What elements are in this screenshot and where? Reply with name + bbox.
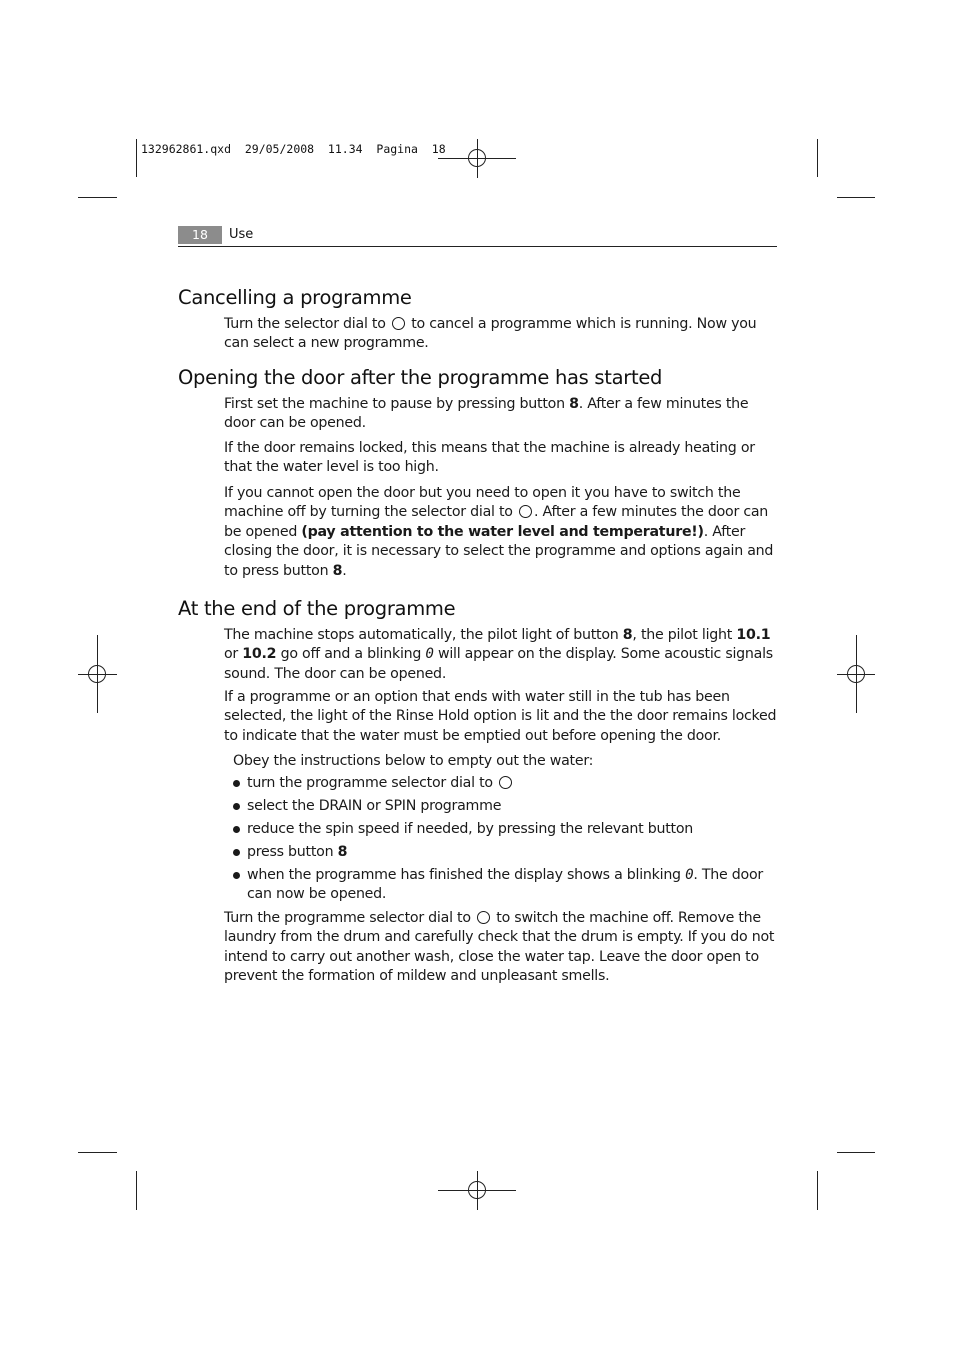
end-paragraph-stops: The machine stops automatically, the pilot light of button 8, the pilot light 10.1 or 10.2 go off and a blinking 0 will appear on the display. Some acoustic signals sound. The door can be opened. <box>224 627 773 682</box>
button-reference: 8 <box>332 562 343 579</box>
bullet-icon <box>233 849 240 856</box>
door-paragraph-pause: First set the machine to pause by pressing button 8. After a few minutes the door can be opened. <box>224 396 749 432</box>
list-item: select the DRAIN or SPIN programme <box>233 797 778 816</box>
selector-off-icon <box>477 911 490 924</box>
list-item: turn the programme selector dial to <box>233 774 778 793</box>
pilot-light-reference: 10.2 <box>242 646 277 663</box>
bullet-icon <box>233 826 240 833</box>
selector-off-icon <box>519 505 532 518</box>
crop-mark-bottom-left-vertical <box>136 1171 137 1210</box>
registration-mark-bottom-circle <box>468 1181 486 1199</box>
registration-mark-top-circle <box>468 149 486 167</box>
end-paragraph-rinse-hold: If a programme or an option that ends with water still in the tub has been selected, the light of the Rinse Hold option is lit and the the door remains locked to indicate that the water must be emptied out before opening the door. <box>224 689 777 744</box>
pilot-light-reference: 10.1 <box>736 627 771 643</box>
door-paragraph-switch-off: If you cannot open the door but you need to open it you have to switch the machine off by turning the selector dial to . After a few minutes the door can be opened (pay attention to the water level and temperature!). After closing the door, it is necessary to select the programme and options again and to press button 8. <box>224 485 774 579</box>
registration-mark-left-circle <box>88 665 106 683</box>
crop-mark-top-left-horizontal <box>78 197 117 198</box>
page-number-badge: 18 <box>178 226 222 244</box>
print-slug: 132962861.qxd 29/05/2008 11.34 Pagina 18 <box>141 142 446 156</box>
registration-mark-right-circle <box>847 665 865 683</box>
crop-mark-bottom-right-vertical <box>817 1171 818 1210</box>
bullet-icon <box>233 803 240 810</box>
list-item: press button 8 <box>233 843 778 862</box>
blinking-zero-display: 0 <box>685 867 694 883</box>
empty-water-steps <box>233 774 778 905</box>
water-level-warning: (pay attention to the water level and temperature!) <box>301 523 704 540</box>
crop-mark-top-right-vertical <box>817 139 818 177</box>
heading-opening-door: Opening the door after the programme has started <box>178 366 663 389</box>
cancel-paragraph: Turn the selector dial to to cancel a programme which is running. Now you can select a new programme. <box>224 316 757 352</box>
crop-mark-top-right-horizontal <box>837 197 875 198</box>
door-paragraph-locked: If the door remains locked, this means that the machine is already heating or that the water level is too high. <box>224 440 755 476</box>
crop-mark-bottom-left-horizontal <box>78 1152 117 1153</box>
list-item: when the programme has finished the display shows a blinking 0. The door can now be opened. <box>233 866 778 905</box>
button-reference: 8 <box>337 844 348 860</box>
end-paragraph-switch-off: Turn the programme selector dial to to switch the machine off. Remove the laundry from the drum and carefully check that the drum is empty. If you do not intend to carry out another wash, close the water tap. Leave the door open to prevent the formation of mildew and unpleasant smells. <box>224 910 775 985</box>
heading-cancelling-programme: Cancelling a programme <box>178 286 412 309</box>
button-reference: 8 <box>622 627 633 643</box>
end-instructions-intro: Obey the instructions below to empty out the water: <box>233 753 594 769</box>
list-item: reduce the spin speed if needed, by pressing the relevant button <box>233 820 778 839</box>
button-reference: 8 <box>569 396 579 412</box>
header-rule <box>178 246 777 247</box>
bullet-icon <box>233 872 240 879</box>
heading-end-of-programme: At the end of the programme <box>178 597 456 620</box>
crop-mark-top-left-vertical <box>136 139 137 177</box>
selector-off-icon <box>392 317 405 330</box>
bullet-icon <box>233 780 240 787</box>
running-header-section: Use <box>229 227 254 242</box>
blinking-zero-display: 0 <box>425 646 434 663</box>
crop-mark-bottom-right-horizontal <box>837 1152 875 1153</box>
selector-off-icon <box>499 776 512 789</box>
